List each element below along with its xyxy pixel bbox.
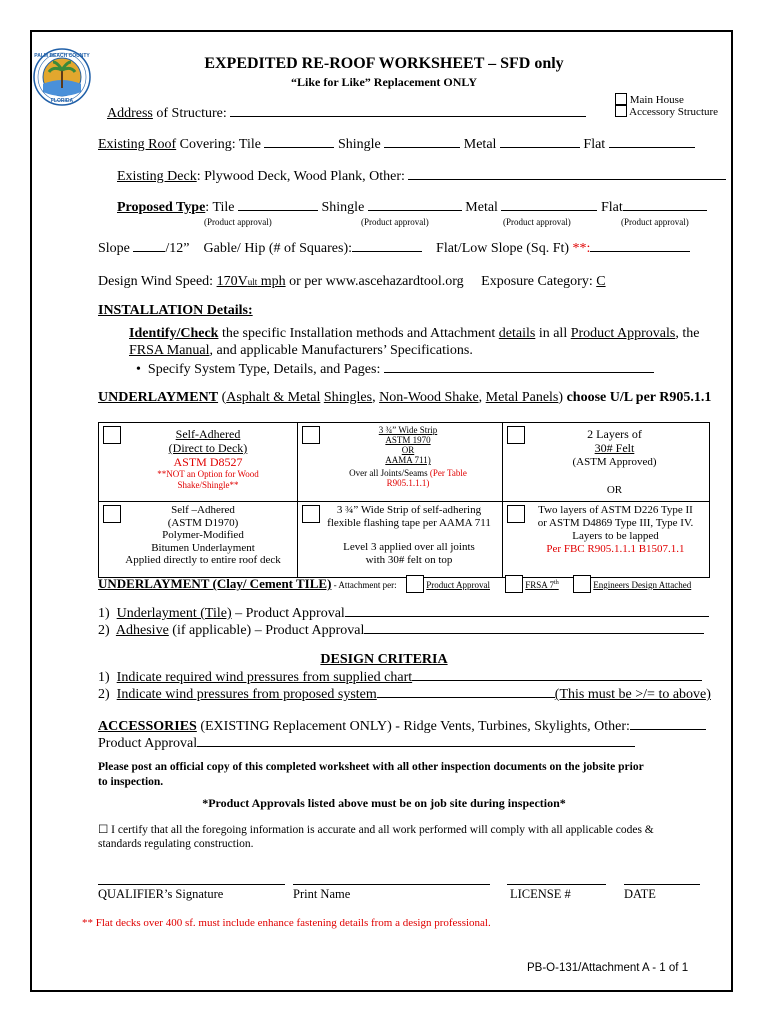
c2-line3: OR	[401, 445, 415, 455]
option-polymer-modified	[99, 502, 297, 578]
c1-line5: Shake/Shingle**	[177, 480, 239, 490]
specify-system-label: Specify System Type, Details, and Pages:	[147, 362, 381, 377]
address-label: of Structure:	[152, 106, 227, 121]
option-5-checkbox[interactable]	[302, 505, 320, 523]
system-details-field[interactable]	[384, 360, 654, 373]
underlayment-type-2: Shingles	[323, 390, 373, 405]
c6-line3: Layers to be lapped	[572, 530, 659, 542]
c6-line1: Two layers of ASTM D226 Type II	[538, 504, 693, 516]
c2-line5b: (Per Table	[429, 468, 467, 478]
main-house-label: Main House	[629, 94, 684, 106]
main-house-checkbox[interactable]	[615, 93, 627, 105]
qualifier-signature-label: QUALIFIER’s Signature	[98, 887, 224, 901]
tile-underlayment-row	[98, 576, 397, 592]
product-approvals-notice: *Product Approvals listed above must be on job site during inspection*	[202, 796, 566, 810]
print-name-label: Print Name	[293, 887, 351, 901]
accessories-approval-row	[98, 734, 635, 752]
form-id: PB-O-131/Attachment A - 1 of 1	[527, 962, 689, 974]
frsa-manual-text: FRSA Manual	[129, 343, 210, 358]
c5-line2: flexible flashing tape per AAMA 711	[327, 516, 491, 529]
certify-line1[interactable]: ☐ I certify that all the foregoing information is accurate and all work performed will comply with all applicable codes &	[98, 824, 654, 836]
attachment-per-label: - Attachment per:	[331, 580, 397, 590]
tile-item-1	[98, 604, 709, 622]
wind-speed-rest: or per www.ascehazardtool.org	[285, 274, 464, 289]
accessories-text: (EXISTING Replacement ONLY) - Ridge Vents, Turbines, Skylights, Other:	[196, 719, 630, 734]
option-flashing-tape	[298, 502, 502, 578]
squares-field[interactable]	[352, 239, 422, 252]
proposed-metal-field[interactable]	[501, 198, 597, 211]
design-item-2-note: (This must be >/= to above)	[554, 687, 711, 702]
frsa-option-label	[525, 580, 558, 590]
wind-row	[98, 274, 606, 290]
c3-line3: (ASTM Approved)	[572, 456, 657, 468]
option-two-layers-felt	[503, 423, 710, 501]
underlayment-type-1: Asphalt & Metal	[226, 390, 321, 405]
proposed-flat-label: Flat	[600, 200, 623, 215]
underlayment-options-grid	[98, 422, 710, 578]
identify-check-text: Identify/Check	[129, 326, 219, 341]
notice-line2: to inspection.	[98, 776, 164, 788]
design-item-1-number: 1)	[98, 670, 110, 685]
slope-field[interactable]	[133, 239, 165, 252]
choose-ul-text: choose U/L per R905.1.1	[563, 390, 712, 405]
c6-line4: Per FBC R905.1.1.1 B1507.1.1	[546, 543, 685, 555]
seal-text-top: PALM BEACH COUNTY	[34, 53, 90, 59]
flat-deck-footnote: ** Flat decks over 400 sf. must include enhance fastening details from a design professional.	[82, 917, 491, 929]
flat-label: Flat	[583, 137, 606, 152]
design-item-1	[98, 668, 702, 686]
tile-label: Tile	[238, 137, 261, 152]
underlayment-title: UNDERLAYMENT	[98, 390, 219, 405]
proposed-pressures-field[interactable]	[377, 685, 555, 698]
existing-tile-field[interactable]	[264, 135, 334, 148]
address-row	[107, 104, 586, 122]
flat-low-slope-stars: **:	[572, 241, 591, 256]
accessories-row	[98, 717, 706, 735]
option-self-adhered-direct	[99, 423, 297, 501]
print-name-line[interactable]	[293, 884, 490, 885]
design-criteria-heading: DESIGN CRITERIA	[320, 652, 448, 667]
license-label: LICENSE #	[510, 887, 571, 901]
installation-text-f: , the	[675, 326, 700, 341]
proposed-tile-label: Tile	[212, 200, 235, 215]
wind-speed-number: 170V	[216, 274, 248, 289]
accessories-approval-label: Product Approval	[98, 736, 198, 751]
metal-label: Metal	[463, 137, 497, 152]
option-4-checkbox[interactable]	[103, 505, 121, 523]
proposed-type-label: Proposed Type	[117, 200, 206, 215]
tile-item-2-rest: (if applicable) – Product Approval	[168, 623, 365, 638]
required-pressures-field[interactable]	[412, 668, 702, 681]
option-6-checkbox[interactable]	[507, 505, 525, 523]
qualifier-signature-line[interactable]	[98, 884, 285, 885]
accessories-heading: ACCESSORIES	[98, 719, 197, 734]
gable-hip-label: Gable/ Hip (# of Squares):	[203, 241, 353, 256]
existing-roof-label-underlined: Existing Roof	[98, 137, 177, 152]
paren-open: (	[218, 390, 227, 405]
engineers-checkbox[interactable]	[573, 575, 591, 593]
option-3-checkbox[interactable]	[507, 426, 525, 444]
frsa-checkbox[interactable]	[505, 575, 523, 593]
underlayment-heading: UNDERLAYMENT (Asphalt & Metal Shingles, Non-Wood Shake, Metal Panels) choose U/L per R905.1.1	[98, 390, 712, 405]
c1-line4: **NOT an Option for Wood	[157, 469, 259, 479]
existing-deck-label-underlined: Existing Deck	[117, 169, 197, 184]
option-astm-d226	[503, 502, 710, 578]
c6-line2: or ASTM D4869 Type III, Type IV.	[537, 517, 694, 529]
date-label: DATE	[624, 887, 656, 901]
c2-line1: 3 ¾” Wide Strip	[378, 425, 438, 435]
installation-line2-rest: , and applicable Manufacturers’ Specifications.	[209, 343, 473, 358]
design-item-2	[98, 685, 711, 703]
proposed-shingle-label: Shingle	[321, 200, 365, 215]
worksheet-subtitle: “Like for Like” Replacement ONLY	[291, 75, 477, 89]
shingle-label: Shingle	[337, 137, 381, 152]
proposed-metal-label: Metal	[465, 200, 498, 215]
certify-line2: standards regulating construction.	[98, 838, 254, 850]
underlayment-type-4: Metal Panels	[485, 390, 559, 405]
bullet-icon: •	[136, 362, 141, 377]
design-item-1-text: Indicate required wind pressures from supplied chart	[116, 670, 413, 685]
installation-bullet	[136, 360, 654, 378]
flat-low-slope-label: Flat/Low Slope (Sq. Ft)	[436, 241, 570, 256]
tile-item-1-rest: – Product Approval	[231, 606, 345, 621]
c3-line2: 30# Felt	[594, 441, 635, 455]
existing-metal-field[interactable]	[500, 135, 580, 148]
engineers-option	[573, 575, 691, 593]
flat-sqft-field[interactable]	[590, 239, 690, 252]
installation-heading: INSTALLATION Details:	[98, 303, 253, 318]
c5-line3: Level 3 applied over all joints	[343, 541, 475, 553]
date-line[interactable]	[624, 884, 700, 885]
c1-line2: (Direct to Deck)	[168, 441, 248, 455]
license-line[interactable]	[507, 884, 606, 885]
adhesive-label: Adhesive	[115, 623, 169, 638]
tile-item-1-number: 1)	[98, 606, 110, 621]
option-wide-strip	[298, 423, 502, 501]
engineers-option-label: Engineers Design Attached	[593, 580, 692, 590]
accessory-label: Accessory Structure	[629, 106, 719, 118]
c5-line4: with 30# felt on top	[365, 553, 453, 566]
exposure-value: C	[596, 274, 606, 289]
product-approvals-text: Product Approvals	[570, 326, 676, 341]
proposed-shingle-field[interactable]	[368, 198, 462, 211]
seal-text-bottom: FLORIDA	[50, 98, 74, 104]
product-approval-option-label: Product Approval	[426, 580, 490, 590]
c2-line6: R905.1.1.1)	[386, 478, 430, 488]
frsa-text: FRSA 7	[525, 580, 555, 590]
proposed-tile-field[interactable]	[238, 198, 318, 211]
frsa-option	[505, 575, 559, 593]
c4-line1: Self –Adhered	[171, 504, 235, 516]
slope-label: Slope	[98, 241, 130, 256]
tile-item-2-number: 2)	[98, 623, 110, 638]
existing-deck-row	[117, 167, 726, 185]
c4-line3: Polymer-Modified	[162, 529, 244, 541]
product-approval-checkbox[interactable]	[406, 575, 424, 593]
address-field[interactable]	[230, 104, 586, 117]
notice-line1: Please post an official copy of this completed worksheet with all other inspection documents on the jobsite prior	[98, 761, 644, 773]
c2-line2: ASTM 1970	[385, 435, 431, 445]
c2-line4: AAMA 711)	[385, 455, 431, 465]
tile-item-2	[98, 621, 704, 639]
accessory-option	[615, 105, 718, 118]
c1-line1: Self-Adhered	[175, 427, 241, 441]
product-approval-option	[406, 575, 490, 593]
exposure-label: Exposure Category:	[481, 274, 593, 289]
installation-text-b: the specific Installation methods and Attachment	[218, 326, 499, 341]
wind-speed-unit: mph	[257, 274, 286, 289]
address-label-underlined: Address	[107, 106, 153, 121]
installation-line2	[129, 343, 473, 359]
wind-speed-sub: ult	[247, 277, 258, 287]
tile-underlayment-approval-field[interactable]	[345, 604, 709, 617]
details-text: details	[498, 326, 536, 341]
option-1-checkbox[interactable]	[103, 426, 121, 444]
existing-flat-field[interactable]	[609, 135, 695, 148]
design-item-2-text: Indicate wind pressures from proposed system	[116, 687, 377, 702]
approval-note-shingle: (Product approval)	[361, 217, 429, 227]
wind-speed-label: Design Wind Speed:	[98, 274, 214, 289]
proposed-flat-field[interactable]	[623, 198, 707, 211]
wind-speed-value	[217, 274, 286, 289]
accessories-approval-field[interactable]	[197, 734, 635, 747]
existing-roof-label: Covering:	[176, 137, 236, 152]
c4-line2: (ASTM D1970)	[167, 516, 239, 529]
c3-line4: OR	[606, 484, 623, 496]
approval-note-tile: (Product approval)	[204, 217, 272, 227]
accessory-checkbox[interactable]	[615, 105, 627, 117]
design-item-2-number: 2)	[98, 687, 110, 702]
underlayment-type-3: Non-Wood Shake	[379, 390, 479, 405]
c5-line1: 3 ¾” Wide Strip of self-adhering	[336, 504, 482, 516]
tile-underlayment-heading: UNDERLAYMENT (Clay/ Cement TILE)	[98, 576, 332, 591]
existing-covering-row	[98, 135, 695, 153]
slope-row	[98, 239, 690, 257]
existing-shingle-field[interactable]	[384, 135, 460, 148]
proposed-type-row: Proposed Type: Tile Shingle Metal Flat	[117, 198, 707, 216]
installation-line1	[129, 326, 699, 342]
approval-note-metal: (Product approval)	[503, 217, 571, 227]
c2-line5a: Over all Joints/Seams	[349, 468, 430, 478]
worksheet-title: EXPEDITED RE-ROOF WORKSHEET – SFD only	[204, 55, 564, 72]
frsa-sup: th	[554, 580, 559, 586]
c1-line3: ASTM D8527	[173, 455, 243, 469]
adhesive-approval-field[interactable]	[364, 621, 704, 634]
existing-deck-label: : Plywood Deck, Wood Plank, Other:	[196, 169, 405, 184]
underlayment-tile-label: Underlayment (Tile)	[116, 606, 232, 621]
paren-close: )	[558, 390, 564, 405]
c4-line5: Applied directly to entire roof deck	[125, 554, 281, 566]
slope-unit: /12”	[165, 241, 190, 256]
c3-line1: 2 Layers of	[587, 427, 642, 441]
installation-text-d: in all	[535, 326, 571, 341]
c4-line4: Bitumen Underlayment	[151, 541, 255, 554]
existing-deck-other-field[interactable]	[408, 167, 726, 180]
option-2-checkbox[interactable]	[302, 426, 320, 444]
approval-note-flat: (Product approval)	[621, 217, 689, 227]
accessories-other-field[interactable]	[630, 717, 706, 730]
